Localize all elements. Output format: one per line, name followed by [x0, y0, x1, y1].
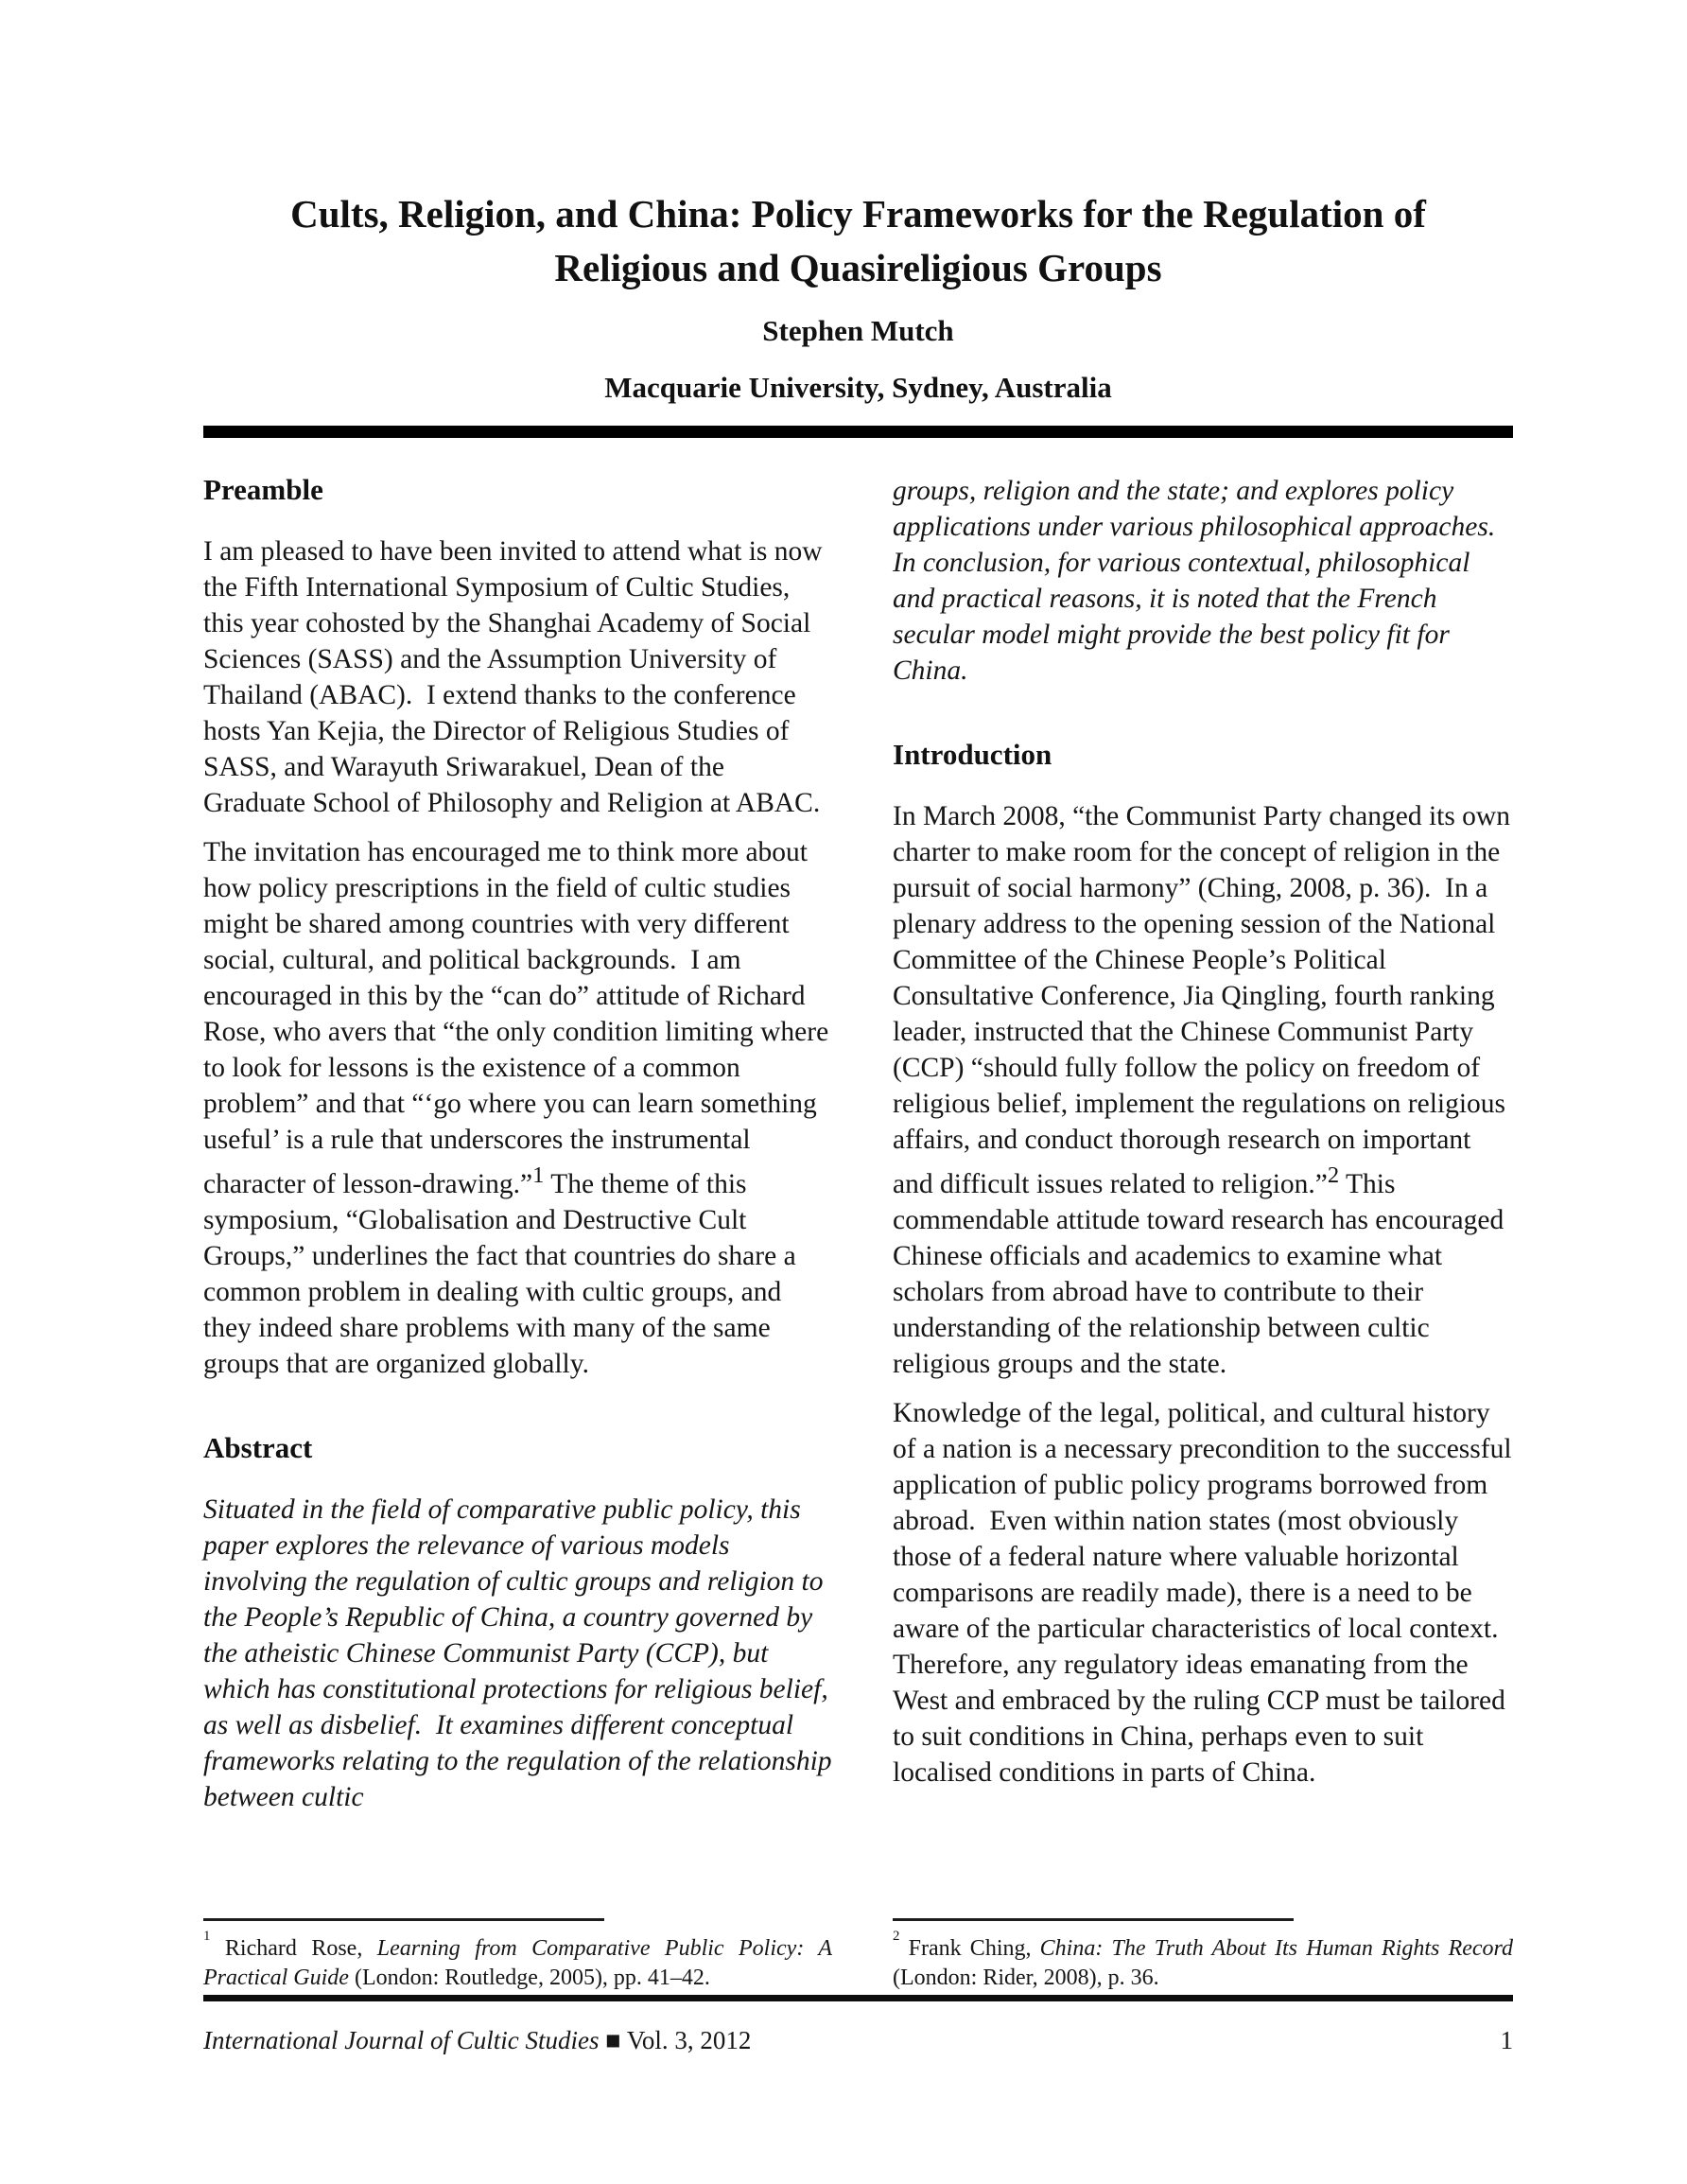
text-run: ■ — [599, 2026, 627, 2054]
text-run: (London: Routledge, 2005), pp. 41–42. — [348, 1966, 710, 1990]
footnote-separator-right — [893, 1918, 1294, 1921]
paper-header — [203, 187, 1513, 405]
abstract-paragraph-right — [893, 473, 1513, 689]
heading-preamble: Preamble — [203, 473, 323, 506]
text-run: (London: Rider, 2008), p. 36. — [893, 1966, 1159, 1990]
preamble-paragraph-1 — [203, 533, 832, 821]
paper-title-line-1: Cults, Religion, and China: Policy Frameworks for the Regulation of — [290, 192, 1426, 236]
introduction-paragraph-1 — [893, 798, 1518, 1382]
paper-title-line-2: Religious and Quasireligious Groups — [554, 246, 1162, 289]
footnote-reference: 2 — [893, 1929, 900, 1945]
page-number: 1 — [1500, 2026, 1513, 2054]
footer-rule — [203, 1995, 1513, 2001]
author-name: Stephen Mutch — [762, 314, 954, 347]
footnote-right — [893, 1918, 1513, 1993]
two-column-body — [203, 473, 1519, 1828]
journal-info — [203, 2024, 751, 2056]
text-run: This commendable attitude toward research has encouraged Chinese officials and academics to examine what scholars from abroad have to contribute to their understanding of the relationship between cultic religious groups and the state. — [893, 1168, 1511, 1379]
text-run: Learning from Comparative Public Policy: A Practical Guide — [203, 1936, 832, 1990]
heading-abstract: Abstract — [203, 1430, 313, 1464]
text-run: In March 2008, “the Communist Party changed its own charter to make room for the concept of religion in the pursuit of social harmony” (Ching, 2008, p. 36). In a plenary address to the opening session of the National Committee of the Chinese People’s Political Consultative Conference, Jia Qingling, fourth ranking leader, instructed that the Chinese Communist Party (CCP) “should fully follow the policy on freedom of religious belief, implement the regulations on religious affairs, and conduct thorough research on important and difficult issues related to religion.” — [893, 801, 1518, 1199]
text-run: The invitation has encouraged me to think more about how policy prescriptions in the field of cultic studies might be shared among countries with very different social, cultural, and political backgrounds. I am encouraged in this by the “can do” attitude of Richard Rose, who avers that “the only condition limiting where to look for lessons is the existence of a common problem” and that “‘go where you can learn something useful’ is a rule that underscores the instrumental character of lesson-drawing.” — [203, 837, 836, 1199]
text-run: Knowledge of the legal, political, and cultural history of a nation is a necessary precondition to the successful application of public policy programs borrowed from abroad. Even within nation states (most obviously those of a federal nature where valuable horizontal comparisons are readily made), there is a need to be aware of the particular characteristics of local context. Therefore, any regulatory ideas emanating from the West and embraced by the ruling CCP must be tailored to suit conditions in China, perhaps even to suit localised conditions in parts of China. — [893, 1397, 1519, 1788]
header-rule — [203, 426, 1513, 438]
text-run: The theme of this symposium, “Globalisation and Destructive Cult Groups,” underlines the fact that countries do share a common problem in dealing with cultic groups, and they indeed share problems with many of the same groups that are organized globally. — [203, 1168, 804, 1379]
text-run: I am pleased to have been invited to attend what is now the Fifth International Symposium of Cultic Studies, this year cohosted by the Shanghai Academy of Social Sciences (SASS) and the Assumption University of Thailand (ABAC). I extend thanks to the conference hosts Yan Kejia, the Director of Religious Studies of SASS, and Warayuth Sriwarakuel, Dean of the Graduate School of Philosophy and Religion at ABAC. — [203, 536, 829, 818]
abstract-paragraph-left — [203, 1492, 839, 1815]
footnote-reference: 1 — [532, 1162, 545, 1188]
text-run: China: The Truth About Its Human Rights Record — [1039, 1936, 1513, 1961]
left-column — [203, 473, 839, 1828]
text-run: groups, religion and the state; and explores policy applications under various philosophical approaches. In conclusion, for various contextual, philosophical and practical reasons, it is noted that the French secular model might provide the best policy fit for China. — [893, 476, 1509, 686]
footnote-separator-left — [203, 1918, 604, 1921]
author-affiliation: Macquarie University, Sydney, Australia — [604, 371, 1112, 404]
paper-title — [203, 187, 1513, 295]
text-run: Situated in the field of comparative public policy, this paper explores the relevance of various models involving the regulation of cultic groups and religion to the People’s Republic of China, a country governed by the atheistic Chinese Communist Party (CCP), but which has constitutional protections for religious belief, as well as disbelief. It examines different conceptual frameworks relating to the regulation of the relationship between cultic — [203, 1494, 839, 1812]
text-run: Vol. 3, 2012 — [626, 2026, 752, 2054]
footnote-2 — [893, 1929, 1513, 1993]
footnotes-row — [203, 1918, 1513, 1993]
text-run: International Journal of Cultic Studies — [203, 2026, 600, 2054]
heading-introduction: Introduction — [893, 738, 1052, 771]
preamble-paragraph-2 — [203, 834, 836, 1382]
text-run: Frank Ching, — [899, 1936, 1040, 1961]
footnote-left — [203, 1918, 832, 1993]
footnote-reference: 1 — [203, 1929, 211, 1945]
footnote-reference: 2 — [1327, 1162, 1340, 1188]
right-column — [893, 473, 1519, 1804]
footnote-1 — [203, 1929, 832, 1993]
page-footer — [203, 2024, 1513, 2056]
introduction-paragraph-2 — [893, 1395, 1519, 1791]
text-run: Richard Rose, — [210, 1936, 377, 1961]
